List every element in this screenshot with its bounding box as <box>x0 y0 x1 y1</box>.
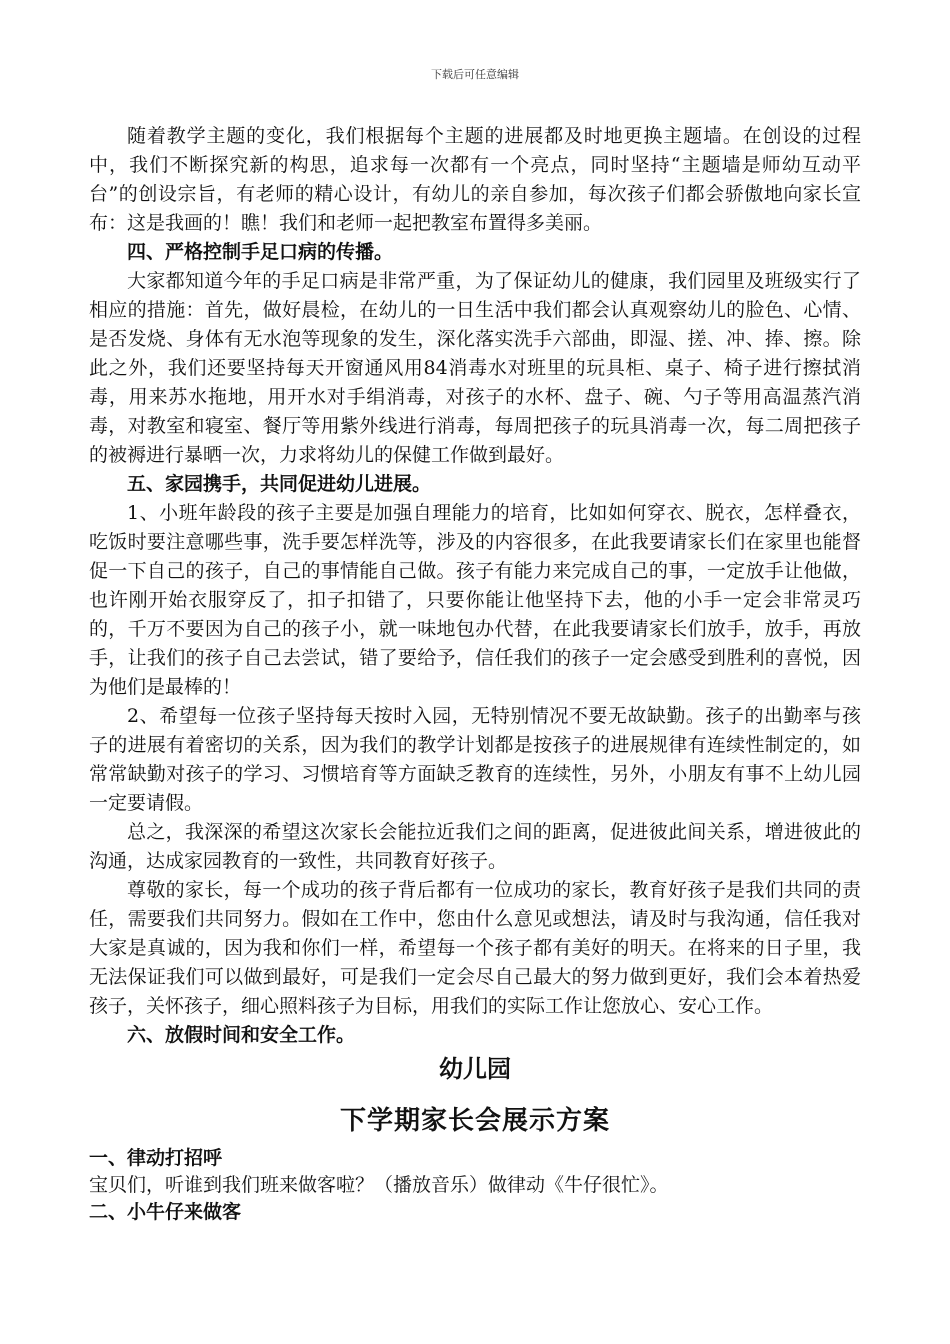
paragraph-closing: 尊敬的家长，每一个成功的孩子背后都有一位成功的家长，教育好孩子是我们共同的责任，需要我们共同努力。假如在工作中，您由什么意见或想法，请及时与我沟通，信任我对大家是真诚的，因为我和你们一样，希望每一个孩子都有美好的明天。在将来的日子里，我无法保证我们可以做到最好，可是我们一定会尽自己最大的努力做到更好，我们会本着热爱孩子，关怀孩子，细心照料孩子为目标，用我们的实际工作让您放心、安心工作。 <box>89 879 861 1017</box>
paragraph-summary: 总之，我深深的希望这次家长会能拉近我们之间的距离，促进彼此间关系，增进彼此的沟通，达成家园教育的一致性，共同教育好孩子。 <box>89 821 861 872</box>
title-plan: 下学期家长会展示方案 <box>339 1106 610 1136</box>
section-heading-4: 四、严格控制手足口病的传播。 <box>127 241 394 263</box>
page-header: 下载后可任意编辑 <box>431 68 519 81</box>
section-heading-5: 五、家园携手，共同促进幼儿进展。 <box>127 473 432 495</box>
plan-heading-1: 一、律动打招呼 <box>89 1147 223 1169</box>
paragraph-disease-control: 大家都知道今年的手足口病是非常严重，为了保证幼儿的健康，我们园里及班级实行了相应的措施：首先，做好晨检，在幼儿的一日生活中我们都会认真观察幼儿的脸色、心情、是否发烧、身体有无水泡等现象的发生，深化落实洗手六部曲，即湿、搓、冲、捧、擦。除此之外，我们还要坚持每天开窗通风用84消毒水对班里的玩具柜、桌子、椅子进行擦拭消毒，用来苏水拖地，用开水对手绢消毒，对孩子的水杯、盘子、碗、勺子等用高温蒸汽消毒，对教室和寝室、餐厅等用紫外线进行消毒，每周把孩子的玩具消毒一次，每二周把孩子的被褥进行暴晒一次，力求将幼儿的保健工作做到最好。 <box>89 270 861 466</box>
plan-paragraph-1: 宝贝们，听谁到我们班来做客啦？（播放音乐）做律动《牛仔很忙》。 <box>89 1174 669 1196</box>
title-kindergarten: 幼儿园 <box>439 1054 511 1083</box>
paragraph-self-care: 1、小班年龄段的孩子主要是加强自理能力的培育，比如如何穿衣、脱衣，怎样叠衣，吃饭时要注意哪些事，洗手要怎样洗等，涉及的内容很多，在此我要请家长们在家里也能督促一下自己的孩子，自己的事情能自己做。孩子有能力来完成自己的事，一定放手让他做，也许刚开始衣服穿反了，扣子扣错了，只要你能让他坚持下去，他的小手一定会非常灵巧的，千万不要因为自己的孩子小，就一味地包办代替，在此我要请家长们放手，放手，再放手，让我们的孩子自己去尝试，错了要给予，信任我们的孩子一定会感受到胜利的喜悦，因为他们是最棒的！ <box>89 502 861 698</box>
paragraph-attendance: 2、希望每一位孩子坚持每天按时入园，无特别情况不要无故缺勤。孩子的出勤率与孩子的进展有着密切的关系，因为我们的教学计划都是按孩子的进展规律有连续性制定的，如常常缺勤对孩子的学习、习惯培育等方面缺乏教育的连续性，另外，小朋友有事不上幼儿园一定要请假。 <box>89 705 861 814</box>
section-heading-6: 六、放假时间和安全工作。 <box>127 1024 356 1046</box>
document-body <box>89 122 861 1050</box>
plan-heading-2: 二、小牛仔来做客 <box>89 1201 242 1223</box>
plan-body <box>89 1145 861 1226</box>
paragraph-theme-wall: 随着教学主题的变化，我们根据每个主题的进展都及时地更换主题墙。在创设的过程中，我们不断探究新的构思，追求每一次都有一个亮点，同时坚持“主题墙是师幼互动平台”的创设宗旨，有老师的精心设计，有幼儿的亲自参加，每次孩子们都会骄傲地向家长宣布：这是我画的！瞧！我们和老师一起把教室布置得多美丽。 <box>89 125 861 234</box>
